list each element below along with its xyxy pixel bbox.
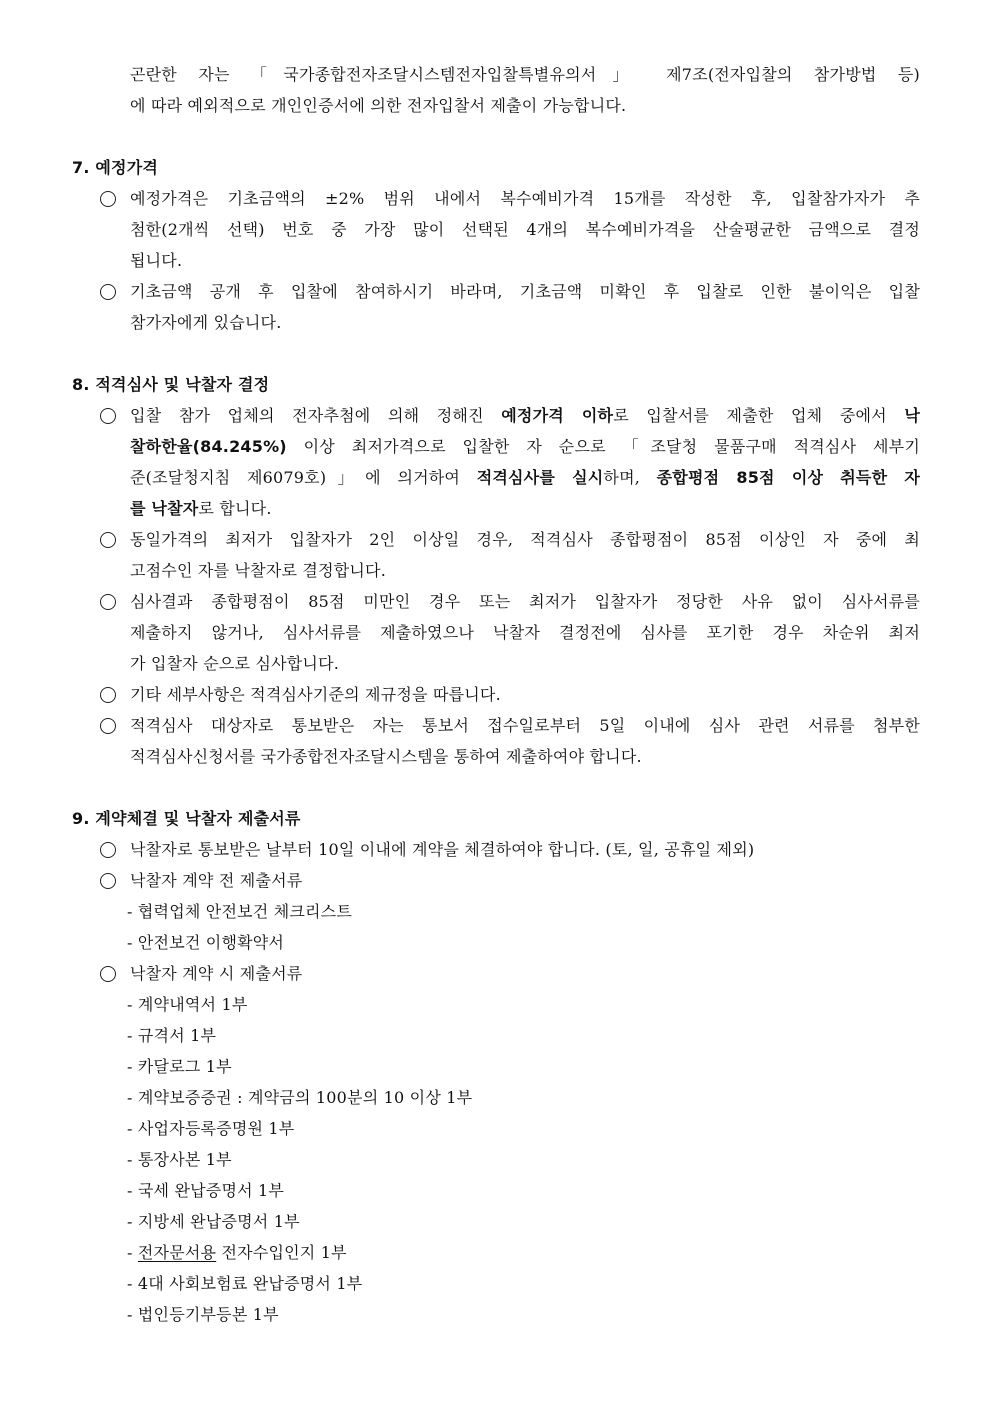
section-8-heading: 8. 적격심사 및 낙찰자 결정 [72, 375, 270, 394]
circle-bullet-icon [100, 408, 116, 424]
paragraph-line: 심사결과 종합평점이 85점 미만인 경우 또는 최저가 입찰자가 정당한 사유 없이 심사서류를 [130, 592, 920, 611]
circle-bullet-icon [100, 284, 116, 300]
circle-bullet-icon [100, 532, 116, 548]
paragraph-line: 예정가격은 기초금액의 ±2% 범위 내에서 복수예비가격 15개를 작성한 후, 입찰참가자가 추 [130, 189, 920, 208]
list-item: - 국세 완납증명서 1부 [127, 1181, 285, 1200]
list-item: - 4대 사회보험료 완납증명서 1부 [127, 1274, 363, 1293]
circle-bullet-icon [100, 594, 116, 610]
paragraph-line: 됩니다. [130, 251, 183, 270]
circle-bullet-icon [100, 718, 116, 734]
circle-bullet-icon [100, 842, 116, 858]
list-item: - 사업자등록증명원 1부 [127, 1119, 295, 1138]
intro-line: 곤란한 자는 「국가종합전자조달시스템전자입찰특별유의서」 제7조(전자입찰의 참가방법 등) [130, 65, 920, 84]
paragraph-line: 가 입찰자 순으로 심사합니다. [130, 654, 340, 673]
list-item: - 법인등기부등본 1부 [127, 1305, 279, 1324]
paragraph-line: 참가자에게 있습니다. [130, 313, 282, 332]
circle-bullet-icon [100, 687, 116, 703]
circle-bullet-icon [100, 966, 116, 982]
list-item: - 계약보증증권 : 계약금의 100분의 10 이상 1부 [127, 1088, 473, 1107]
list-item: - 안전보건 이행확약서 [127, 933, 285, 952]
list-item: - 카달로그 1부 [127, 1057, 232, 1076]
paragraph-line: 고점수인 자를 낙찰자로 결정합니다. [130, 561, 386, 580]
section-9-heading: 9. 계약체결 및 낙찰자 제출서류 [72, 809, 301, 828]
paragraph-line: 준(조달청지침 제6079호)」에 의거하여 적격심사를 실시하며, 종합평점 85점 이상 취득한 자 [130, 468, 920, 487]
paragraph-line: 낙찰자 계약 시 제출서류 [130, 964, 303, 983]
list-item: - 협력업체 안전보건 체크리스트 [127, 902, 352, 921]
paragraph-line: 기초금액 공개 후 입찰에 참여하시기 바라며, 기초금액 미확인 후 입찰로 인한 불이익은 입찰 [130, 282, 920, 301]
paragraph-line: 적격심사신청서를 국가종합전자조달시스템을 통하여 제출하여야 합니다. [130, 747, 642, 766]
paragraph-line: 찰하한율(84.245%) 이상 최저가격으로 입찰한 자 순으로 「조달청 물품구매 적격심사 세부기 [130, 437, 920, 456]
paragraph-line: 첨한(2개씩 선택) 번호 중 가장 많이 선택된 4개의 복수예비가격을 산술평균한 금액으로 결정 [130, 220, 920, 239]
paragraph-line: 동일가격의 최저가 입찰자가 2인 이상일 경우, 적격심사 종합평점이 85점 이상인 자 중에 최 [130, 530, 920, 549]
intro-line: 에 따라 예외적으로 개인인증서에 의한 전자입찰서 제출이 가능합니다. [130, 96, 627, 115]
paragraph-line: 제출하지 않거나, 심사서류를 제출하였으나 낙찰자 결정전에 심사를 포기한 경우 차순위 최저 [130, 623, 920, 642]
circle-bullet-icon [100, 191, 116, 207]
paragraph-line: 적격심사 대상자로 통보받은 자는 통보서 접수일로부터 5일 이내에 심사 관련 서류를 첨부한 [130, 716, 920, 735]
list-item: - 전자문서용 전자수입인지 1부 [127, 1243, 347, 1262]
paragraph-line: 를 낙찰자로 합니다. [130, 499, 272, 518]
list-item: - 규격서 1부 [127, 1026, 217, 1045]
paragraph-line: 기타 세부사항은 적격심사기준의 제규정을 따릅니다. [130, 685, 501, 704]
paragraph-line: 입찰 참가 업체의 전자추첨에 의해 정해진 예정가격 이하로 입찰서를 제출한 업체 중에서 낙 [130, 406, 920, 425]
paragraph-line: 낙찰자 계약 전 제출서류 [130, 871, 303, 890]
paragraph-line: 낙찰자로 통보받은 날부터 10일 이내에 계약을 체결하여야 합니다. (토, 일, 공휴일 제외) [130, 840, 755, 859]
circle-bullet-icon [100, 873, 116, 889]
list-item: - 계약내역서 1부 [127, 995, 248, 1014]
list-item: - 지방세 완납증명서 1부 [127, 1212, 300, 1231]
list-item: - 통장사본 1부 [127, 1150, 232, 1169]
section-7-heading: 7. 예정가격 [72, 158, 159, 177]
